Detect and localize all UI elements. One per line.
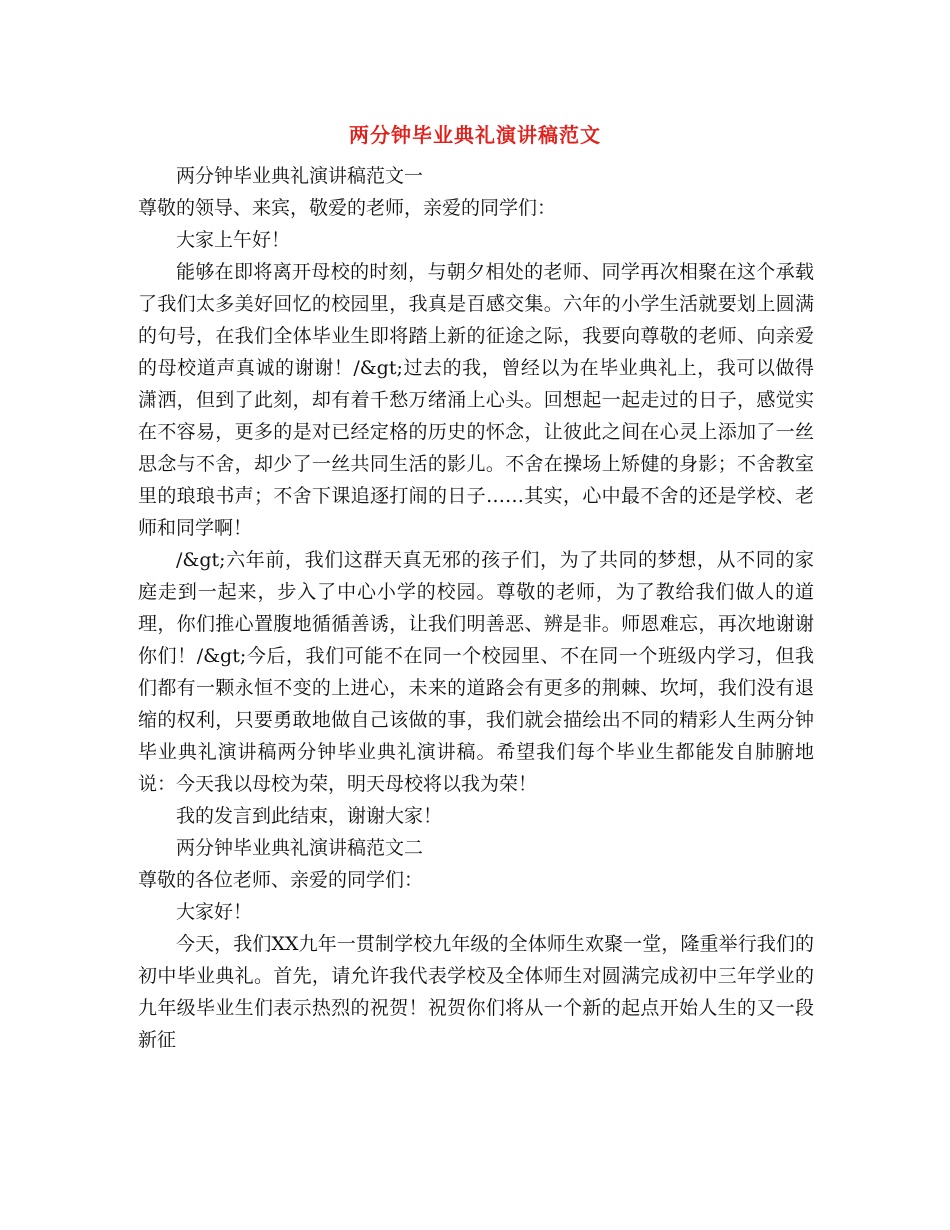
document-body [138, 154, 814, 1056]
greeting-1: 大家上午好！ [176, 229, 291, 251]
section-heading-1: 两分钟毕业典礼演讲稿范文一 [176, 165, 424, 187]
salutation-1: 尊敬的领导、来宾，敬爱的老师，亲爱的同学们： [138, 197, 557, 219]
paragraph: 今天，我们XX九年一贯制学校九年级的全体师生欢聚一堂，隆重举行我们的初中毕业典礼。首先，请允许我代表学校及全体师生对圆满完成初中三年学业的九年级毕业生们表示热烈的祝贺！祝贺你们将从一个新的起点开始人生的又一段新征 [138, 933, 814, 1051]
closing-1: 我的发言到此结束，谢谢大家！ [176, 805, 443, 827]
section-heading-2: 两分钟毕业典礼演讲稿范文二 [176, 837, 424, 859]
paragraph: 能够在即将离开母校的时刻，与朝夕相处的老师、同学再次相聚在这个承载了我们太多美好回忆的校园里，我真是百感交集。六年的小学生活就要划上圆满的句号，在我们全体毕业生即将踏上新的征途之际，我要向尊敬的老师、向亲爱的母校道声真诚的谢谢！/&gt;过去的我，曾经以为在毕业典礼上，我可以做得潇洒，但到了此刻，却有着千愁万绪涌上心头。回想起一起走过的日子，感觉实在不容易，更多的是对已经定格的历史的怀念，让彼此之间在心灵上添加了一丝思念与不舍，却少了一丝共同生活的影儿。不舍在操场上矫健的身影；不舍教室里的琅琅书声；不舍下课追逐打闹的日子……其实，心中最不舍的还是学校、老师和同学啊！ [138, 261, 814, 539]
document-title: 两分钟毕业典礼演讲稿范文 [349, 123, 601, 147]
paragraph: /&gt;六年前，我们这群天真无邪的孩子们，为了共同的梦想，从不同的家庭走到一起来，步入了中心小学的校园。尊敬的老师，为了教给我们做人的道理，你们推心置腹地循循善诱，让我们明善恶、辨是非。师恩难忘，再次地谢谢你们！/&gt;今后，我们可能不在同一个校园里、不在同一个班级内学习，但我们都有一颗永恒不变的上进心，未来的道路会有更多的荆棘、坎坷，我们没有退缩的权利，只要勇敢地做自己该做的事，我们就会描绘出不同的精彩人生两分钟毕业典礼演讲稿两分钟毕业典礼演讲稿。希望我们每个毕业生都能发自肺腑地说：今天我以母校为荣，明天母校将以我为荣！ [138, 549, 814, 795]
greeting-2: 大家好！ [176, 901, 253, 923]
salutation-2: 尊敬的各位老师、亲爱的同学们： [138, 869, 424, 891]
